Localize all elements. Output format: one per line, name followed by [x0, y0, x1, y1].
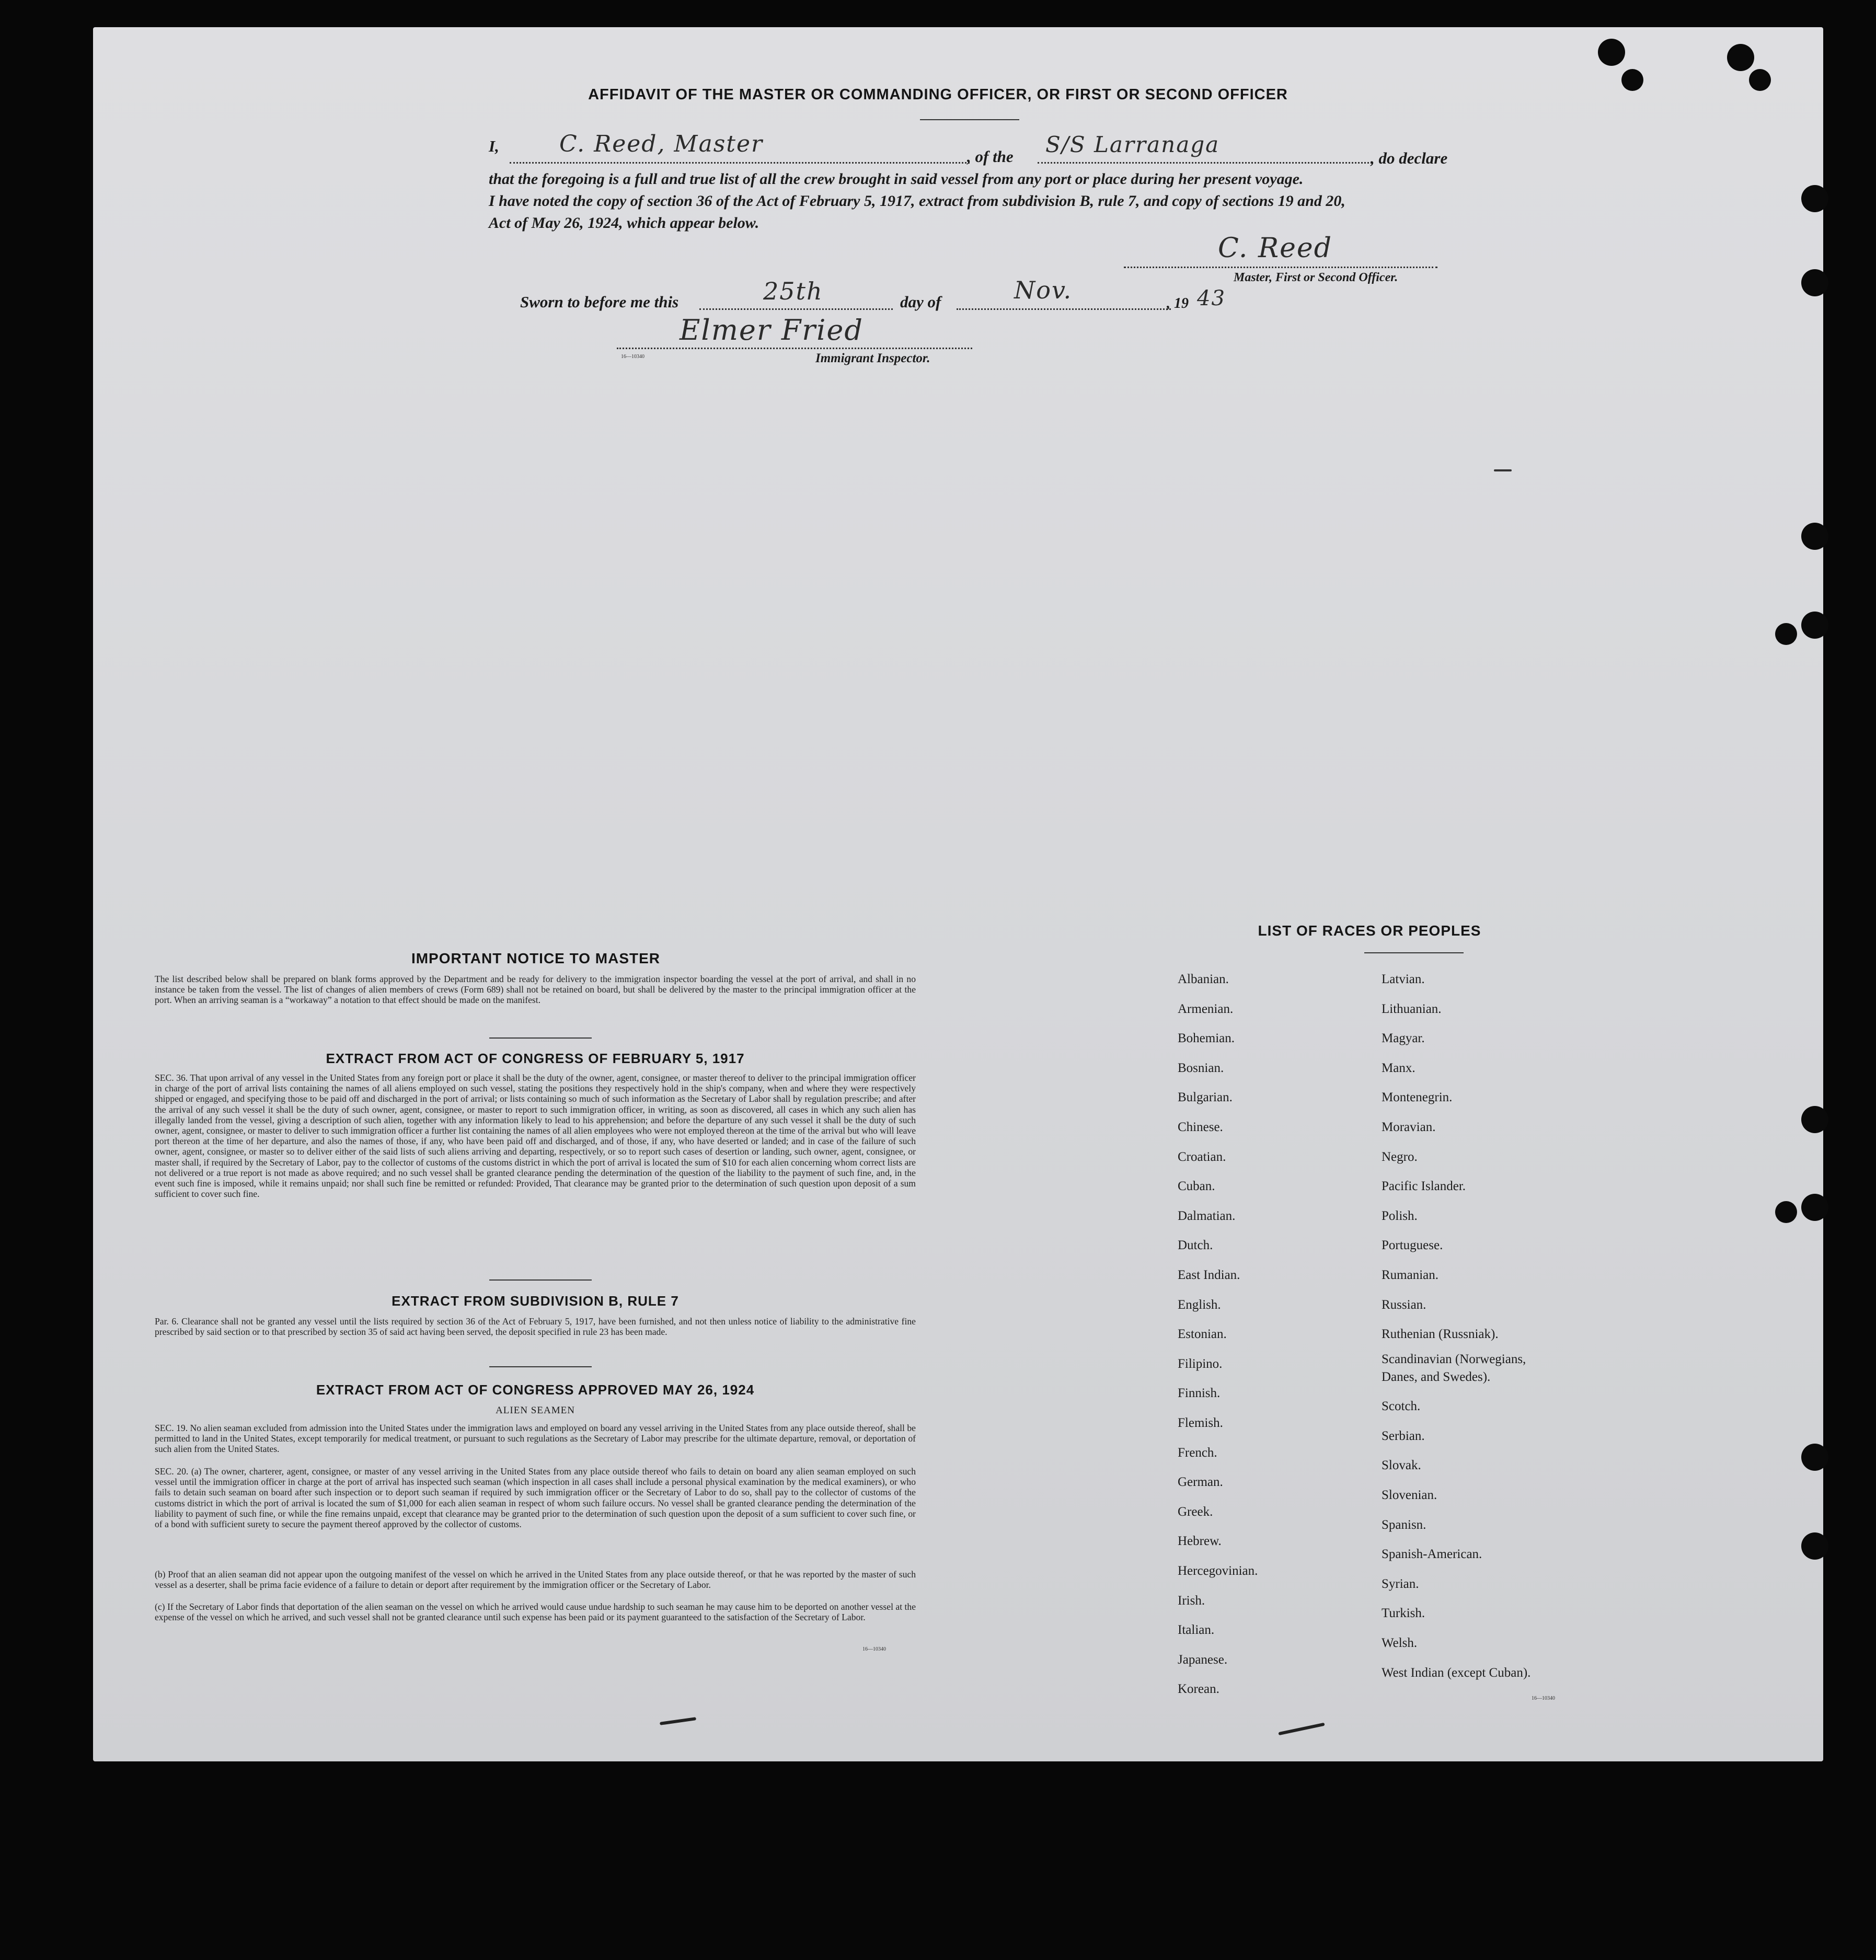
name-line [510, 162, 970, 164]
subdivision-b-text: Par. 6. Clearance shall not be granted any vessel until the lists required by section 36 of the Act of February 5, 1917, have been furnished, and not then unless notice of liability to the administrative fine prescribed by said section or to that prescribed by section 35 of said act having been served, the deposit specified in rule 23 has been made. [155, 1316, 916, 1338]
race-item: Turkish. [1382, 1606, 1425, 1621]
affidavit-form-number: 16—10340 [621, 354, 644, 360]
race-item: Irish. [1178, 1593, 1205, 1608]
master-signature-line [1124, 267, 1437, 268]
race-item: Negro. [1382, 1149, 1418, 1164]
race-item: Magyar. [1382, 1031, 1425, 1046]
race-item: Albanian. [1178, 972, 1229, 986]
race-item: Welsh. [1382, 1636, 1418, 1650]
race-item: Polish. [1382, 1208, 1418, 1223]
master-signature: C. Reed [1218, 233, 1332, 264]
binder-hole [1727, 44, 1754, 71]
race-item: Portuguese. [1382, 1238, 1443, 1253]
race-item: Dalmatian. [1178, 1208, 1236, 1223]
race-item: Danes, and Swedes). [1382, 1370, 1491, 1385]
extract-1917-text: SEC. 36. That upon arrival of any vessel in the United States from any foreign port or place it shall be the duty of the owner, agent, consignee, or master thereof to deliver to the principal immigration officer in charge of the port of arrival lists containing the names of all aliens employed on such vessel, stating the positions they respectively hold in the ship's company, when and where they were respectively shipped or engaged, and specifying those to be paid off and discharged in the port of arrival; or lists containing so much of such information as the Secretary of Labor shall by regulation prescribe; and after the arrival of any such vessel it shall be the duty of such owner, agent, consignee, or master to report to such immigration officer, in writing, as soon as discovered, all cases in which any such alien has illegally landed from the vessel, giving a description of such alien, together with any information likely to lead to his apprehension; and before the departure of any such vessel it shall be the duty of such owner, agent, consignee, or master to deliver to such immigration officer a further list containing the names of all alien employees who were not employed thereon at the time of the arrival but who will leave port thereon at the time of her departure, and also the names of those, if any, who have been paid off and discharged, and of those, if any, who have deserted or landed; and in case of the failure of such owner, agent, consignee, or master so to deliver either of the said lists of such aliens arriving and departing, respectively, or so to report such cases of desertion or landing, such owner, agent, consignee, or master shall, if required by the Secretary of Labor, pay to the collector of customs of the customs district in which the port of arrival is located the sum of $10 for each alien concerning whom correct lists are not delivered or a true report is not made as above required; and no such vessel shall be granted clearance pending the determination of the question of the liability to the payment of such fine, and, in the event such fine is imposed, while it remains unpaid; nor shall such fine be remitted or refunded: Provided, That clearance may be granted prior to the determination of such question upon deposit of a sum sufficient to cover such fine. [155, 1073, 916, 1200]
declare-label: , do declare [1371, 149, 1448, 167]
notice-text: The list described below shall be prepared on blank forms approved by the Department and be ready for delivery to the immigration inspector boarding the vessel at the port of arrival, and shall in no instance be taken from the vessel. The list of changes of alien members of crews (Form 689) shall not be retained on board, but shall be delivered by the master to the principal immigration officer at the port. When an arriving seaman is a “workaway” a notation to that effect should be made on the manifest. [155, 974, 916, 1006]
vessel-name-handwritten: S/S Larranaga [1045, 132, 1220, 157]
race-item: East Indian. [1178, 1268, 1240, 1282]
race-item: Bosnian. [1178, 1060, 1224, 1075]
of-the-label: , of the [967, 147, 1014, 166]
statement-line-1: that the foregoing is a full and true list of all the crew brought in said vessel from any port or place during her present voyage. [489, 170, 1304, 188]
race-item: Ruthenian (Russniak). [1382, 1327, 1499, 1342]
race-item: Spanish-American. [1382, 1547, 1482, 1562]
extract-form-number: 16—10340 [862, 1646, 886, 1652]
race-item: Bulgarian. [1178, 1090, 1233, 1105]
race-item: English. [1178, 1297, 1221, 1312]
binder-hole [1775, 623, 1797, 645]
race-item: Montenegrin. [1382, 1090, 1453, 1105]
race-item: Slovak. [1382, 1458, 1421, 1473]
race-item: Syrian. [1382, 1576, 1419, 1591]
sec-20c-text: (c) If the Secretary of Labor finds that deportation of the alien seaman on the vessel on which he arrived would cause undue hardship to such seaman he may cause him to be deported on another vessel at the expense of the vessel on which he arrived, and such vessel shall not be granted clearance until such expense has been paid or its payment guaranteed to the satisfaction of the Secretary of Labor. [155, 1601, 916, 1623]
race-item: Rumanian. [1382, 1268, 1439, 1282]
statement-line-3: Act of May 26, 1924, which appear below. [489, 214, 759, 232]
inspector-caption: Immigrant Inspector. [815, 351, 930, 365]
race-item: Pacific Islander. [1382, 1179, 1466, 1194]
race-item: Lithuanian. [1382, 1001, 1442, 1016]
race-item: Hebrew. [1178, 1534, 1222, 1549]
extract-1924-title: EXTRACT FROM ACT OF CONGRESS APPROVED MAY 26, 1924 [316, 1382, 755, 1398]
binder-hole [1801, 1444, 1828, 1471]
race-item: Finnish. [1178, 1386, 1221, 1401]
binder-hole [1801, 1106, 1828, 1133]
binder-hole [1801, 1532, 1828, 1560]
binder-hole [1801, 1194, 1828, 1221]
races-form-number: 16—10340 [1532, 1696, 1555, 1701]
sworn-day-handwritten: 25th [763, 277, 823, 305]
sworn-label: Sworn to before me this [520, 293, 679, 311]
master-name-handwritten: C. Reed, Master [559, 131, 764, 157]
binder-hole [1598, 39, 1625, 66]
race-item: Slovenian. [1382, 1488, 1437, 1502]
i-label: I, [489, 137, 499, 155]
race-item: Scotch. [1382, 1399, 1421, 1414]
subdivision-b-divider [489, 1366, 592, 1367]
race-item: Bohemian. [1178, 1031, 1235, 1046]
sworn-day-line [699, 308, 893, 310]
race-item: Estonian. [1178, 1327, 1227, 1342]
master-caption: Master, First or Second Officer. [1234, 271, 1398, 284]
race-item: Chinese. [1178, 1120, 1223, 1134]
race-item: Scandinavian (Norwegians, [1382, 1352, 1526, 1367]
notice-title: IMPORTANT NOTICE TO MASTER [411, 950, 661, 966]
race-item: Japanese. [1178, 1652, 1228, 1667]
inspector-signature: Elmer Fried [680, 314, 864, 347]
binder-hole [1801, 523, 1828, 550]
scan-mark [1494, 469, 1512, 471]
races-divider [1364, 952, 1464, 953]
vessel-line [1038, 162, 1372, 164]
race-item: French. [1178, 1445, 1217, 1460]
extract-1917-divider [489, 1279, 592, 1281]
year-prefix: , 19 [1167, 295, 1189, 312]
race-item: Spanisn. [1382, 1517, 1426, 1532]
sec-20a-text: SEC. 20. (a) The owner, charterer, agent, consignee, or master of any vessel arriving in the United States from any place outside thereof who fails to detain on board any alien seaman employed on such vessel until the immigration officer in charge at the port of arrival has inspected such seaman (which inspection in all cases shall include a personal physical examination by the medical examiners), or who fails to detain such seaman on board after such inspection or to deport such seaman if required by such immigration officer or the Secretary of Labor to do so, shall pay to the collector of customs of the customs district in which the port of arrival is located the sum of $1,000 for each alien seaman in respect of whom such failure occurs. No vessel shall be granted clearance pending the determination of the liability to payment of such fine, or while the fine remains unpaid, except that clearance may be granted prior to the determination of such question upon the deposit of a sum sufficient to cover such fine, or of a bond with sufficient surety to secure the payment thereof approved by the collector of customs. [155, 1466, 916, 1530]
statement-line-2: I have noted the copy of section 36 of the Act of February 5, 1917, extract from subdivision B, rule 7, and copy of sections 19 and 20, [489, 192, 1345, 210]
race-item: Manx. [1382, 1060, 1415, 1075]
race-item: Cuban. [1178, 1179, 1215, 1194]
race-item: German. [1178, 1475, 1223, 1490]
race-item: Serbian. [1382, 1428, 1425, 1443]
extract-1917-title: EXTRACT FROM ACT OF CONGRESS OF FEBRUARY 5, 1917 [326, 1051, 745, 1066]
race-item: Latvian. [1382, 972, 1425, 986]
sec-20b-text: (b) Proof that an alien seaman did not appear upon the outgoing manifest of the vessel on which he arrived in the United States from any place outside thereof, or that he was reported by the master of such vessel as a deserter, shall be prima facie evidence of a failure to detain or deport after requirement by the immigration officer or the Secretary of Labor. [155, 1569, 916, 1590]
binder-hole [1801, 269, 1828, 296]
race-item: Russian. [1382, 1297, 1426, 1312]
race-item: Dutch. [1178, 1238, 1213, 1253]
affidavit-title: AFFIDAVIT OF THE MASTER OR COMMANDING OFFICER, OR FIRST OR SECOND OFFICER [588, 86, 1288, 103]
sworn-month-handwritten: Nov. [1014, 276, 1073, 304]
race-item: Armenian. [1178, 1001, 1234, 1016]
title-divider [920, 119, 1019, 120]
race-item: Italian. [1178, 1623, 1215, 1638]
binder-hole [1801, 185, 1828, 212]
sec-19-text: SEC. 19. No alien seaman excluded from admission into the United States under the immigration laws and employed on board any vessel arriving in the United States from any place outside thereof, shall be permitted to land in the United States, except temporarily for medical treatment, or pursuant to such regulations as the Secretary of Labor may prescribe for the ultimate departure, removal, or deportation of such alien from the United States. [155, 1423, 916, 1455]
sworn-month-line [957, 308, 1171, 310]
binder-hole [1775, 1201, 1797, 1223]
race-item: Flemish. [1178, 1416, 1223, 1430]
race-item: Greek. [1178, 1504, 1213, 1519]
notice-divider [489, 1037, 592, 1039]
race-item: Hercegovinian. [1178, 1564, 1258, 1578]
alien-seamen-heading: ALIEN SEAMEN [496, 1405, 575, 1416]
race-item: Moravian. [1382, 1120, 1436, 1134]
inspector-signature-line [617, 348, 972, 349]
day-of-label: day of [900, 293, 941, 311]
race-item: West Indian (except Cuban). [1382, 1665, 1531, 1680]
binder-hole [1801, 612, 1828, 639]
subdivision-b-title: EXTRACT FROM SUBDIVISION B, RULE 7 [392, 1293, 679, 1309]
year-handwritten: 43 [1197, 286, 1226, 310]
race-item: Croatian. [1178, 1149, 1226, 1164]
race-item: Korean. [1178, 1682, 1219, 1697]
race-item: Filipino. [1178, 1356, 1223, 1371]
races-title: LIST OF RACES OR PEOPLES [1258, 923, 1481, 939]
